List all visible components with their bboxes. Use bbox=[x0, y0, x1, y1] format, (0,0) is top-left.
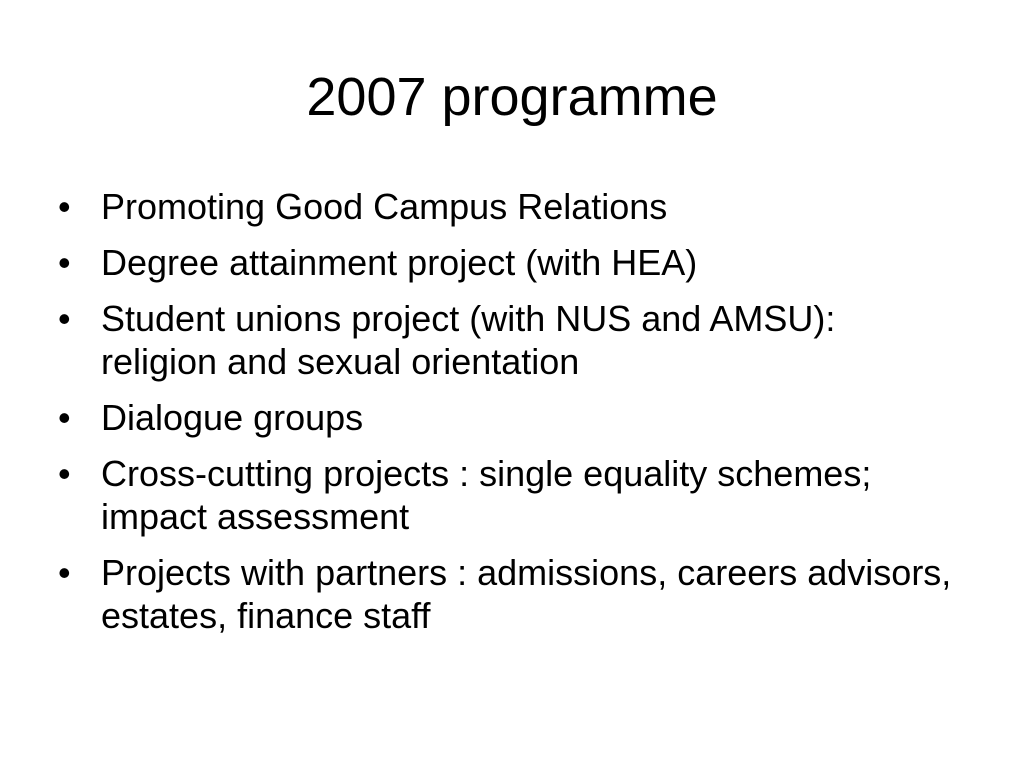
bullet-item bbox=[58, 396, 958, 439]
bullet-item bbox=[58, 241, 958, 284]
bullet-dot-icon: • bbox=[58, 298, 71, 339]
bullet-item bbox=[58, 185, 958, 228]
bullet-text: Student unions project (with NUS and AMSU): religion and sexual orientation bbox=[101, 298, 836, 382]
bullet-dot-icon: • bbox=[58, 397, 71, 438]
bullet-list bbox=[58, 185, 958, 650]
slide-title: 2007 programme bbox=[306, 67, 718, 127]
bullet-item bbox=[58, 551, 958, 637]
bullet-dot-icon: • bbox=[58, 242, 71, 283]
bullet-text: Cross-cutting projects : single equality schemes; impact assessment bbox=[101, 453, 872, 537]
bullet-text: Degree attainment project (with HEA) bbox=[101, 242, 698, 283]
bullet-dot-icon: • bbox=[58, 453, 71, 494]
bullet-text: Promoting Good Campus Relations bbox=[101, 186, 668, 227]
bullet-item bbox=[58, 297, 958, 383]
bullet-text: Dialogue groups bbox=[101, 397, 364, 438]
bullet-dot-icon: • bbox=[58, 186, 71, 227]
bullet-text: Projects with partners : admissions, careers advisors, estates, finance staff bbox=[101, 552, 952, 636]
bullet-item bbox=[58, 452, 958, 538]
bullet-dot-icon: • bbox=[58, 552, 71, 593]
